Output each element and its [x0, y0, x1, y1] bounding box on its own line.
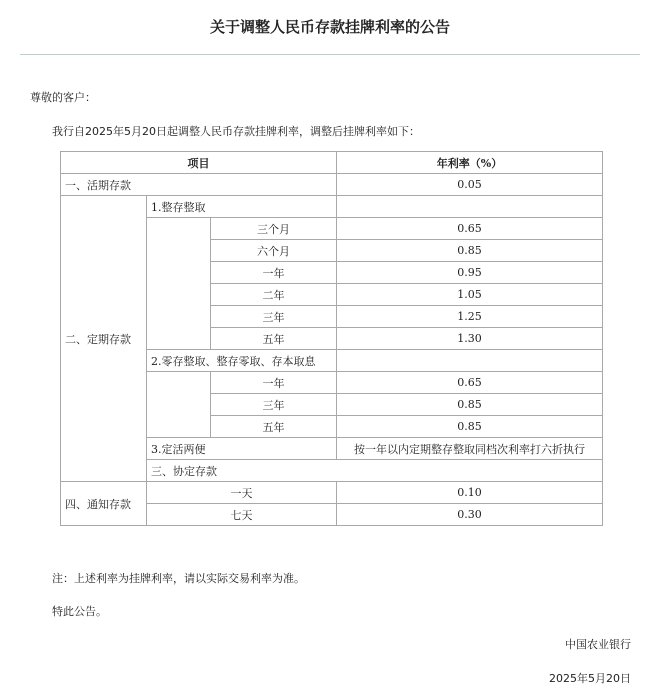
header-rate: 年利率（%）: [337, 152, 603, 174]
rate-flexible: 按一年以内定期整存整取同档次利率打六折执行: [337, 438, 603, 460]
deposit-rate-table: [60, 151, 603, 526]
category-time: 二、定期存款: [61, 196, 147, 482]
title-divider: [20, 54, 640, 55]
page-title: 关于调整人民币存款挂牌利率的公告: [209, 18, 450, 36]
rate-value: 0.85: [337, 416, 603, 438]
table-row: [61, 196, 603, 218]
rate-value: 0.95: [337, 262, 603, 284]
rate-value: 0.65: [337, 218, 603, 240]
term-label: 一天: [147, 482, 337, 504]
indent-cell: [147, 372, 211, 438]
intro-paragraph: 我行自2025年5月20日起调整人民币存款挂牌利率，调整后挂牌利率如下：: [52, 125, 420, 138]
rate-value: 0.30: [337, 504, 603, 526]
term-label: 六个月: [211, 240, 337, 262]
greeting: 尊敬的客户：: [30, 91, 96, 104]
term-label: 七天: [147, 504, 337, 526]
subcategory-lump: 1.整存整取: [147, 196, 337, 218]
table-row: [61, 482, 603, 504]
term-label: 三年: [211, 394, 337, 416]
closing-text: 特此公告。: [52, 605, 107, 618]
subcategory-flexible: 3.定活两便: [147, 438, 337, 460]
header-item: 项目: [61, 152, 337, 174]
rate-value: 0.10: [337, 482, 603, 504]
indent-cell: [147, 218, 211, 350]
footnote: 注：上述利率为挂牌利率，请以实际交易利率为准。: [52, 572, 305, 585]
term-label: 三年: [211, 306, 337, 328]
rate-value: 0.85: [337, 394, 603, 416]
subcategory-installment: 2.零存整取、整存零取、存本取息: [147, 350, 337, 372]
rate-demand: 0.05: [337, 174, 603, 196]
term-label: 一年: [211, 262, 337, 284]
term-label: 五年: [211, 416, 337, 438]
rate-value: 1.05: [337, 284, 603, 306]
announcement-date: 2025年5月20日: [549, 672, 631, 685]
rate-value: 1.25: [337, 306, 603, 328]
rate-empty: [337, 196, 603, 218]
bank-name: 中国农业银行: [565, 638, 631, 651]
category-notice: 四、通知存款: [61, 482, 147, 526]
table-row: [61, 174, 603, 196]
term-label: 一年: [211, 372, 337, 394]
term-label: 五年: [211, 328, 337, 350]
rate-value: 0.65: [337, 372, 603, 394]
term-label: 三个月: [211, 218, 337, 240]
table-header-row: [61, 152, 603, 174]
category-demand: 一、活期存款: [61, 174, 337, 196]
category-negotiated: 三、协定存款: [147, 460, 603, 482]
rate-value: 1.30: [337, 328, 603, 350]
rate-value: 0.85: [337, 240, 603, 262]
term-label: 二年: [211, 284, 337, 306]
rate-empty: [337, 350, 603, 372]
